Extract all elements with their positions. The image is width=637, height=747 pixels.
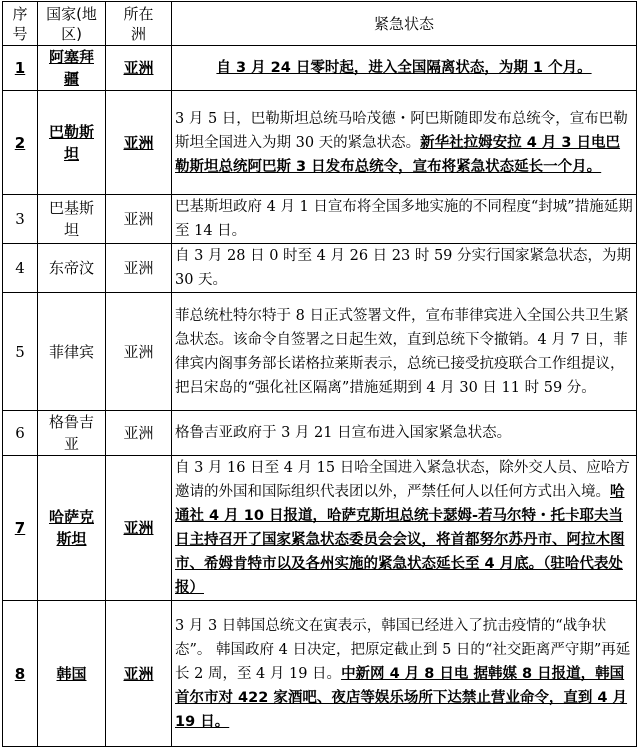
status-highlight-text: 哈通社 4 月 10 日报道，哈萨克斯坦总统卡瑟姆-若马尔特・托卡耶夫当日主持召开了国家紧急状态委员会会议，将首都努尔苏丹市、阿拉木图市、希姆肯特市以及各州实施的紧急状态延长至 4 月底。（驻哈代表处报） xyxy=(175,484,625,596)
region-name: 亚洲 xyxy=(106,91,172,195)
status-cell xyxy=(172,46,637,91)
status-cell xyxy=(172,91,637,195)
status-cell xyxy=(172,244,637,293)
status-text: 3 月 5 日，巴勒斯坦总统马哈茂德・阿巴斯随即发布总统令，宣布巴勒斯坦全国进入为期 30 天的紧急状态。 xyxy=(175,110,628,151)
status-text: 自 3 月 28 日 0 时至 4 月 26 日 23 时 59 分实行国家紧急状态，为期 30 天。 xyxy=(175,248,632,288)
row-number: 4 xyxy=(3,244,38,293)
country-name: 哈萨克 斯坦 xyxy=(38,456,106,601)
emergency-status-table xyxy=(2,1,637,747)
table-row xyxy=(3,456,637,601)
table-row xyxy=(3,195,637,244)
region-name: 亚洲 xyxy=(106,456,172,601)
table-row xyxy=(3,46,637,91)
status-cell xyxy=(172,456,637,601)
status-text: 巴基斯坦政府 4 月 1 日宣布将全国多地实施的不同程度“封城”措施延期至 14 日。 xyxy=(175,199,633,239)
header-row xyxy=(3,2,637,46)
status-text: 菲总统杜特尔特于 8 日正式签署文件，宣布菲律宾进入全国公共卫生紧急状态。该命令自签署之日起生效，直到总统下令撤销。4 月 7 日，菲律宾内阁事务部长诺格拉莱斯表示，总统已接受抗疫联合工作组提议，把吕宋岛的“强化社区隔离”措施延期到 4 月 30 日 11 时 59 分。 xyxy=(175,307,629,396)
row-number: 1 xyxy=(3,46,38,91)
region-name: 亚洲 xyxy=(106,293,172,411)
header-country: 国家(地 区) xyxy=(38,2,106,46)
table-row xyxy=(3,293,637,411)
table-row xyxy=(3,601,637,747)
country-name: 东帝汶 xyxy=(38,244,106,293)
row-number: 2 xyxy=(3,91,38,195)
status-text: 格鲁吉亚政府于 3 月 21 日宣布进入国家紧急状态。 xyxy=(175,425,512,441)
region-name: 亚洲 xyxy=(106,601,172,747)
table-row xyxy=(3,91,637,195)
region-name: 亚洲 xyxy=(106,411,172,456)
region-name: 亚洲 xyxy=(106,46,172,91)
status-highlight-text: 中新网 4 月 8 日电 据韩媒 8 日报道，韩国首尔市对 422 家酒吧、夜店等娱乐场所下达禁止营业命令，直到 4 月 19 日。 xyxy=(175,665,628,730)
row-number: 6 xyxy=(3,411,38,456)
country-name: 巴基斯 坦 xyxy=(38,195,106,244)
row-number: 8 xyxy=(3,601,38,747)
status-cell xyxy=(172,293,637,411)
header-status: 紧急状态 xyxy=(172,2,637,46)
region-name: 亚洲 xyxy=(106,244,172,293)
header-no: 序 号 xyxy=(3,2,38,46)
row-number: 7 xyxy=(3,456,38,601)
country-name: 菲律宾 xyxy=(38,293,106,411)
status-cell xyxy=(172,411,637,456)
status-highlight-text: 新华社拉姆安拉 4 月 3 日电巴勒斯坦总统阿巴斯 3 日发布总统令，宣布将紧急状态延长一个月。 xyxy=(175,134,621,175)
row-number: 5 xyxy=(3,293,38,411)
region-name: 亚洲 xyxy=(106,195,172,244)
table-row xyxy=(3,411,637,456)
status-cell xyxy=(172,195,637,244)
country-name: 格鲁吉 亚 xyxy=(38,411,106,456)
country-name: 阿塞拜 疆 xyxy=(38,46,106,91)
table-row xyxy=(3,244,637,293)
status-text: 自 3 月 16 日至 4 月 15 日哈全国进入紧急状态，除外交人员、应哈方邀请的外国和国际组织代表团以外，严禁任何人以任何方式出入境。 xyxy=(175,460,630,500)
row-number: 3 xyxy=(3,195,38,244)
status-highlight-text: 自 3 月 24 日零时起，进入全国隔离状态，为期 1 个月。 xyxy=(216,60,592,76)
header-region: 所在 洲 xyxy=(106,2,172,46)
status-text: 3 月 3 日韩国总统文在寅表示，韩国已经进入了抗击疫情的“战争状态”。 韩国政府 4 日决定，把原定截止到 5 日的“社交距离严守期”再延长 2 周，至 4 月 19 日。 xyxy=(175,617,631,682)
status-cell xyxy=(172,601,637,747)
country-name: 韩国 xyxy=(38,601,106,747)
country-name: 巴勒斯 坦 xyxy=(38,91,106,195)
